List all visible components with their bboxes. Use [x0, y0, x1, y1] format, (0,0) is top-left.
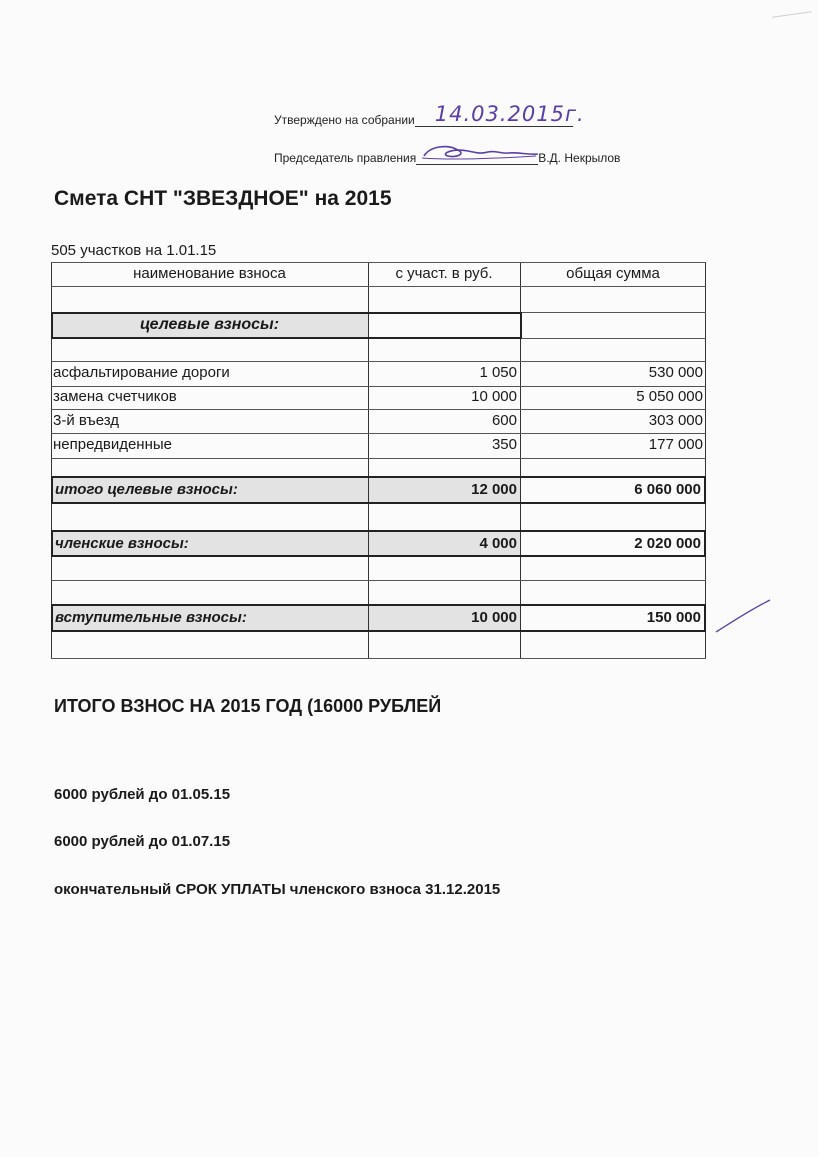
- grid-line: [51, 458, 706, 459]
- grid-line: [51, 286, 706, 287]
- estimate-table: [51, 262, 706, 659]
- grid-line: [51, 580, 706, 581]
- grid-line: [51, 658, 706, 659]
- payment-deadline: окончательный СРОК УПЛАТЫ членского взноса 31.12.2015: [54, 881, 501, 898]
- payment-note: 6000 рублей до 01.07.15: [54, 833, 231, 850]
- table-row-name: непредвиденные: [53, 436, 172, 453]
- table-row-per-plot: 10 000: [471, 388, 517, 405]
- table-row-total: 5 050 000: [636, 388, 703, 405]
- approval-date-blank: [415, 102, 585, 127]
- grand-total: ИТОГО ВЗНОС НА 2015 ГОД (16000 РУБЛЕЙ: [54, 696, 442, 716]
- chairman-line: [274, 151, 620, 165]
- signature-icon: [418, 142, 542, 164]
- entrance-total: 150 000: [646, 609, 701, 626]
- table-row-total: 303 000: [648, 412, 703, 429]
- table-row-per-plot: 600: [491, 412, 517, 429]
- membership-name: членские взносы:: [55, 535, 189, 552]
- approval-date-handwritten: 14.03.2015г.: [434, 102, 585, 126]
- scan-mark: [772, 11, 812, 18]
- table-row-total: 177 000: [648, 436, 703, 453]
- header-total: общая сумма: [566, 265, 660, 282]
- table-row-total: 530 000: [648, 364, 703, 381]
- table-row-per-plot: 1 050: [479, 364, 517, 381]
- table-row-name: замена счетчиков: [53, 388, 177, 405]
- signature-blank: [416, 152, 538, 165]
- approval-label: Утверждено на собрании: [274, 113, 415, 127]
- target-section-label: целевые взносы:: [139, 316, 280, 333]
- table-row-name: асфальтирование дороги: [53, 364, 230, 381]
- header-name: наименование взноса: [133, 265, 286, 282]
- entrance-per-plot: 10 000: [471, 609, 517, 626]
- membership-per-plot: 4 000: [479, 535, 517, 552]
- subtotal-total: 6 060 000: [634, 481, 701, 498]
- subtotal-per-plot: 12 000: [471, 481, 517, 498]
- approval-line: [274, 102, 585, 127]
- grid-line: [705, 262, 706, 659]
- chairman-name: В.Д. Некрылов: [538, 151, 621, 165]
- chairman-label: Председатель правления: [274, 151, 417, 165]
- table-row-name: 3-й въезд: [53, 412, 120, 429]
- entrance-name: вступительные взносы:: [55, 609, 247, 626]
- subtotal-name: итого целевые взносы:: [55, 481, 238, 498]
- plots-note: 505 участков на 1.01.15: [51, 242, 217, 259]
- pen-stroke-icon: [712, 598, 772, 634]
- membership-total: 2 020 000: [634, 535, 701, 552]
- payment-note: 6000 рублей до 01.05.15: [54, 786, 231, 803]
- header-per-plot: с участ. в руб.: [395, 265, 493, 282]
- table-row-per-plot: 350: [491, 436, 517, 453]
- page-title: Смета СНТ "ЗВЕЗДНОЕ" на 2015: [54, 187, 392, 210]
